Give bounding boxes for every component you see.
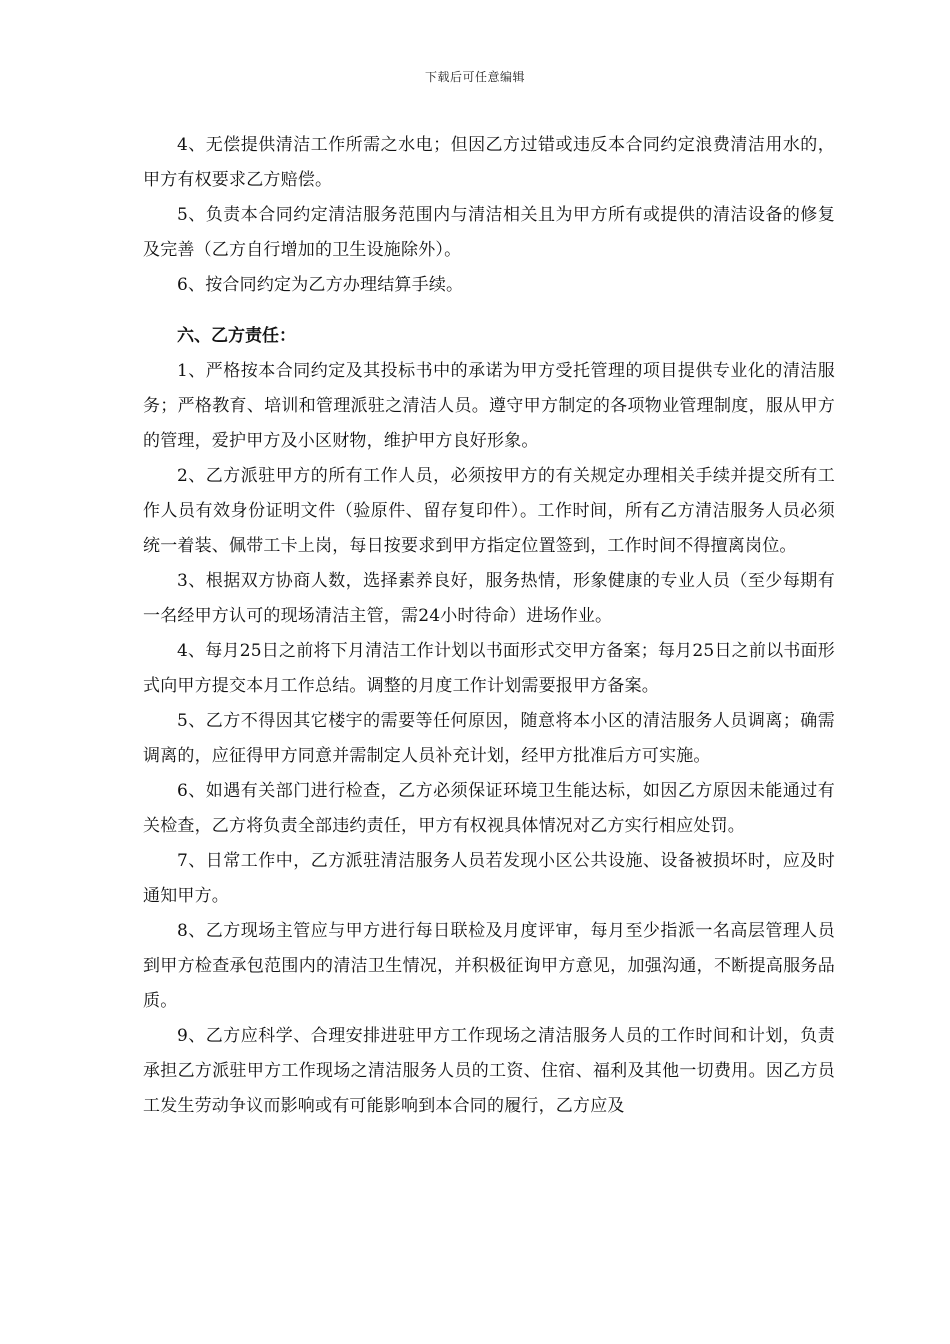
list-item: 1、严格按本合同约定及其投标书中的承诺为甲方受托管理的项目提供专业化的清洁服务；严格教育、培训和管理派驻之清洁人员。遵守甲方制定的各项物业管理制度，服从甲方的管理，爱护甲方及小区财物，维护甲方良好形象。 [143, 361, 835, 451]
list-item: 5、负责本合同约定清洁服务范围内与清洁相关且为甲方所有或提供的清洁设备的修复及完善（乙方自行增加的卫生设施除外）。 [143, 205, 835, 260]
list-item: 2、乙方派驻甲方的所有工作人员，必须按甲方的有关规定办理相关手续并提交所有工作人员有效身份证明文件（验原件、留存复印件）。工作时间，所有乙方清洁服务人员必须统一着装、佩带工卡上岗，每日按要求到甲方指定位置签到，工作时间不得擅离岗位。 [143, 466, 835, 556]
list-item: 9、乙方应科学、合理安排进驻甲方工作现场之清洁服务人员的工作时间和计划，负责承担乙方派驻甲方工作现场之清洁服务人员的工资、住宿、福利及其他一切费用。因乙方员工发生劳动争议而影响或有可能影响到本合同的履行，乙方应及 [143, 1026, 835, 1116]
page-header-note: 下载后可任意编辑 [424, 70, 525, 84]
list-item: 5、乙方不得因其它楼宇的需要等任何原因，随意将本小区的清洁服务人员调离；确需调离的，应征得甲方同意并需制定人员补充计划，经甲方批准后方可实施。 [143, 711, 835, 766]
party-a-duties-list [143, 128, 835, 303]
list-item: 3、根据双方协商人数，选择素养良好，服务热情，形象健康的专业人员（至少每期有一名经甲方认可的现场清洁主管，需24小时待命）进场作业。 [143, 571, 835, 626]
list-item: 4、无偿提供清洁工作所需之水电；但因乙方过错或违反本合同约定浪费清洁用水的，甲方有权要求乙方赔偿。 [143, 135, 835, 190]
party-b-duties-list [143, 354, 835, 1124]
list-item: 8、乙方现场主管应与甲方进行每日联检及月度评审，每月至少指派一名高层管理人员到甲方检查承包范围内的清洁卫生情况，并积极征询甲方意见，加强沟通，不断提高服务品质。 [143, 921, 835, 1011]
list-item: 7、日常工作中，乙方派驻清洁服务人员若发现小区公共设施、设备被损坏时，应及时通知甲方。 [143, 851, 835, 906]
list-item: 4、每月25日之前将下月清洁工作计划以书面形式交甲方备案；每月25日之前以书面形式向甲方提交本月工作总结。调整的月度工作计划需要报甲方备案。 [143, 641, 835, 696]
section-heading: 六、乙方责任： [177, 326, 296, 346]
document-body [143, 128, 835, 1124]
list-item: 6、如遇有关部门进行检查，乙方必须保证环境卫生能达标，如因乙方原因未能通过有关检查，乙方将负责全部违约责任，甲方有权视具体情况对乙方实行相应处罚。 [143, 781, 835, 836]
list-item: 6、按合同约定为乙方办理结算手续。 [177, 275, 464, 295]
